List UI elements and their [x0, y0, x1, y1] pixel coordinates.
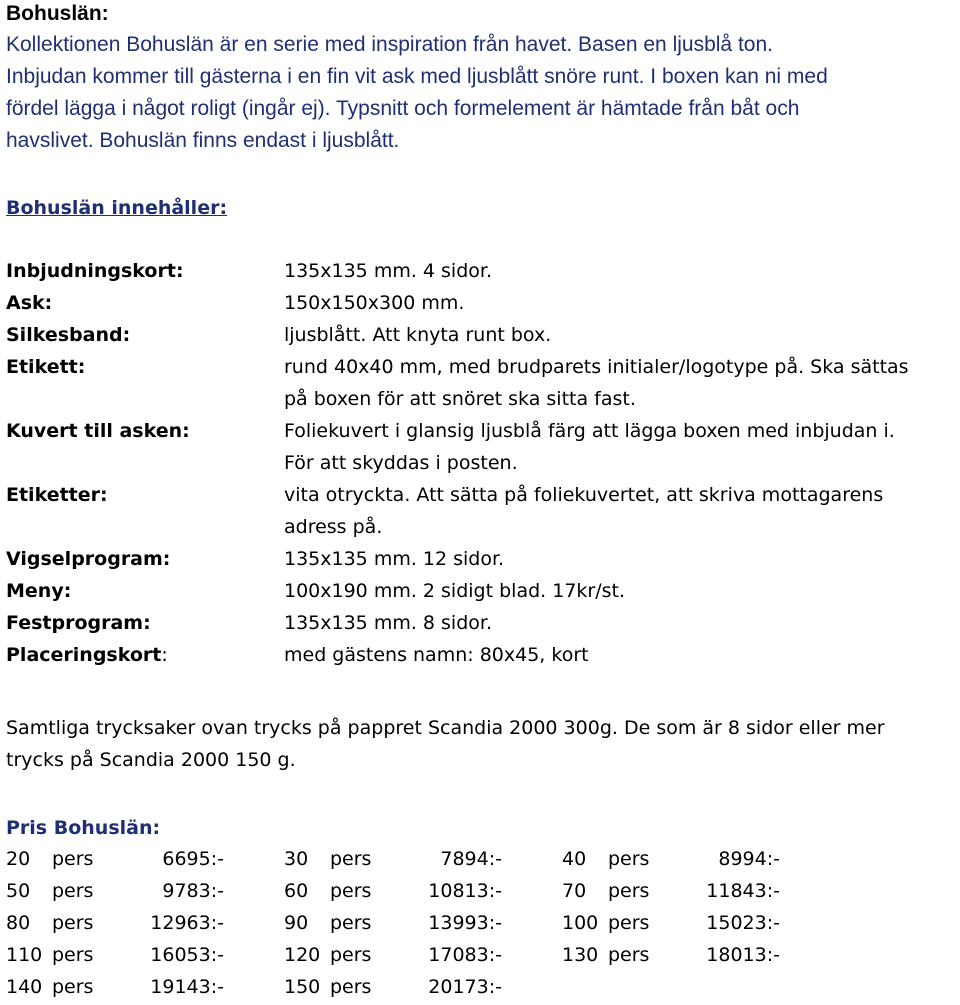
spec-label-colon: :	[161, 644, 168, 666]
spec-value-line: 135x135 mm. 12 sidor.	[284, 548, 505, 570]
price-unit: pers	[52, 944, 94, 966]
spec-label: Etiketter:	[6, 484, 108, 506]
spec-value-line: 150x150x300 mm.	[284, 292, 465, 314]
price-amount: 17083:-	[428, 944, 502, 966]
spec-value	[284, 479, 960, 543]
price-row	[6, 939, 960, 971]
price-amount: 20173:-	[428, 976, 502, 998]
spec-list	[6, 255, 960, 671]
price-unit: pers	[330, 912, 372, 934]
price-unit: pers	[52, 976, 94, 998]
spec-value-line: 135x135 mm. 8 sidor.	[284, 612, 493, 634]
spec-value	[284, 607, 960, 639]
price-unit: pers	[330, 880, 372, 902]
spec-row	[6, 479, 960, 543]
note-line: Samtliga trycksaker ovan trycks på pappret Scandia 2000 300g. De som är 8 sidor eller mer	[6, 717, 885, 739]
price-unit: pers	[52, 848, 94, 870]
price-qty: 60	[284, 880, 309, 902]
spec-row	[6, 319, 960, 351]
price-qty: 100	[562, 912, 599, 934]
spec-row	[6, 543, 960, 575]
price-row	[6, 971, 960, 1003]
price-qty: 90	[284, 912, 309, 934]
price-unit: pers	[330, 848, 372, 870]
spec-value	[284, 543, 960, 575]
price-qty: 50	[6, 880, 31, 902]
spec-value	[284, 639, 960, 671]
price-row	[6, 907, 960, 939]
price-unit: pers	[52, 912, 94, 934]
spec-value-line: med gästens namn: 80x45, kort	[284, 644, 589, 666]
spec-label: Festprogram:	[6, 612, 151, 634]
price-amount: 6695:-	[162, 848, 224, 870]
spec-value	[284, 351, 960, 415]
price-cell	[6, 843, 284, 875]
price-cell	[6, 875, 284, 907]
price-amount: 9783:-	[162, 880, 224, 902]
spec-value	[284, 255, 960, 287]
intro-line: Kollektionen Bohuslän är en serie med inspiration från havet. Basen en ljusblå ton.	[6, 33, 773, 56]
spec-value-line: ljusblått. Att knyta runt box.	[284, 324, 552, 346]
price-cell	[6, 971, 284, 1003]
spec-value-line: på boxen för att snöret ska sitta fast.	[284, 388, 636, 410]
price-amount: 15023:-	[706, 912, 780, 934]
spec-row	[6, 639, 960, 671]
price-cell	[284, 907, 562, 939]
spec-value-line: Foliekuvert i glansig ljusblå färg att lägga boxen med inbjudan i.	[284, 420, 895, 442]
price-unit: pers	[608, 912, 650, 934]
price-amount: 8994:-	[718, 848, 780, 870]
contents-heading: Bohuslän innehåller:	[6, 197, 228, 219]
spec-label: Inbjudningskort:	[6, 260, 184, 282]
spec-value-line: adress på.	[284, 516, 383, 538]
price-cell	[284, 971, 562, 1003]
spec-label	[6, 639, 284, 671]
page-title: Bohuslän:	[6, 2, 109, 25]
price-heading: Pris Bohuslän:	[6, 817, 161, 839]
spec-label: Ask:	[6, 292, 53, 314]
price-qty: 150	[284, 976, 321, 998]
spec-label: Meny:	[6, 580, 72, 602]
spec-label: Silkesband:	[6, 324, 131, 346]
price-cell	[562, 907, 840, 939]
spec-label-text: Placeringskort	[6, 644, 162, 666]
note-line: trycks på Scandia 2000 150 g.	[6, 749, 296, 771]
spec-label: Vigselprogram:	[6, 548, 171, 570]
price-cell	[284, 843, 562, 875]
price-amount: 16053:-	[150, 944, 224, 966]
spec-value-line: För att skyddas i posten.	[284, 452, 518, 474]
price-table	[6, 843, 960, 1003]
price-unit: pers	[52, 880, 94, 902]
price-amount: 7894:-	[440, 848, 502, 870]
price-amount: 19143:-	[150, 976, 224, 998]
spec-value-line: rund 40x40 mm, med brudparets initialer/logotype på. Ska sättas	[284, 356, 909, 378]
price-row	[6, 875, 960, 907]
price-qty: 140	[6, 976, 43, 998]
spec-label: Kuvert till asken:	[6, 420, 190, 442]
spec-value-line: 100x190 mm. 2 sidigt blad. 17kr/st.	[284, 580, 626, 602]
price-unit: pers	[608, 848, 650, 870]
spec-value-line: vita otryckta. Att sätta på foliekuvertet, att skriva mottagarens	[284, 484, 884, 506]
price-qty: 80	[6, 912, 31, 934]
spec-value	[284, 319, 960, 351]
price-cell	[562, 843, 840, 875]
spec-row	[6, 255, 960, 287]
intro-line: Inbjudan kommer till gästerna i en fin vit ask med ljusblått snöre runt. I boxen kan ni med	[6, 65, 828, 88]
price-unit: pers	[330, 944, 372, 966]
spec-value	[284, 287, 960, 319]
price-amount: 18013:-	[706, 944, 780, 966]
spec-value	[284, 575, 960, 607]
spec-row	[6, 415, 960, 479]
price-qty: 40	[562, 848, 587, 870]
price-qty: 130	[562, 944, 599, 966]
price-qty: 110	[6, 944, 43, 966]
price-cell	[562, 939, 840, 971]
price-unit: pers	[608, 944, 650, 966]
spec-value-line: 135x135 mm. 4 sidor.	[284, 260, 493, 282]
price-qty: 20	[6, 848, 31, 870]
price-amount: 11843:-	[706, 880, 780, 902]
spec-row	[6, 575, 960, 607]
price-cell	[6, 907, 284, 939]
price-cell	[284, 939, 562, 971]
price-qty: 70	[562, 880, 587, 902]
paper-note	[6, 712, 956, 776]
price-row	[6, 843, 960, 875]
spec-row	[6, 607, 960, 639]
price-amount: 10813:-	[428, 880, 502, 902]
price-unit: pers	[608, 880, 650, 902]
price-amount: 13993:-	[428, 912, 502, 934]
price-qty: 30	[284, 848, 309, 870]
spec-row	[6, 287, 960, 319]
intro-line: havslivet. Bohuslän finns endast i ljusblått.	[6, 129, 400, 152]
price-cell	[6, 939, 284, 971]
spec-row	[6, 351, 960, 415]
spec-value	[284, 415, 960, 479]
intro-line: fördel lägga i något roligt (ingår ej). Typsnitt och formelement är hämtade från båt och	[6, 97, 800, 120]
price-cell	[284, 875, 562, 907]
price-amount: 12963:-	[150, 912, 224, 934]
price-cell	[562, 875, 840, 907]
price-unit: pers	[330, 976, 372, 998]
price-qty: 120	[284, 944, 321, 966]
spec-label: Etikett:	[6, 356, 86, 378]
intro-paragraph	[6, 29, 956, 157]
